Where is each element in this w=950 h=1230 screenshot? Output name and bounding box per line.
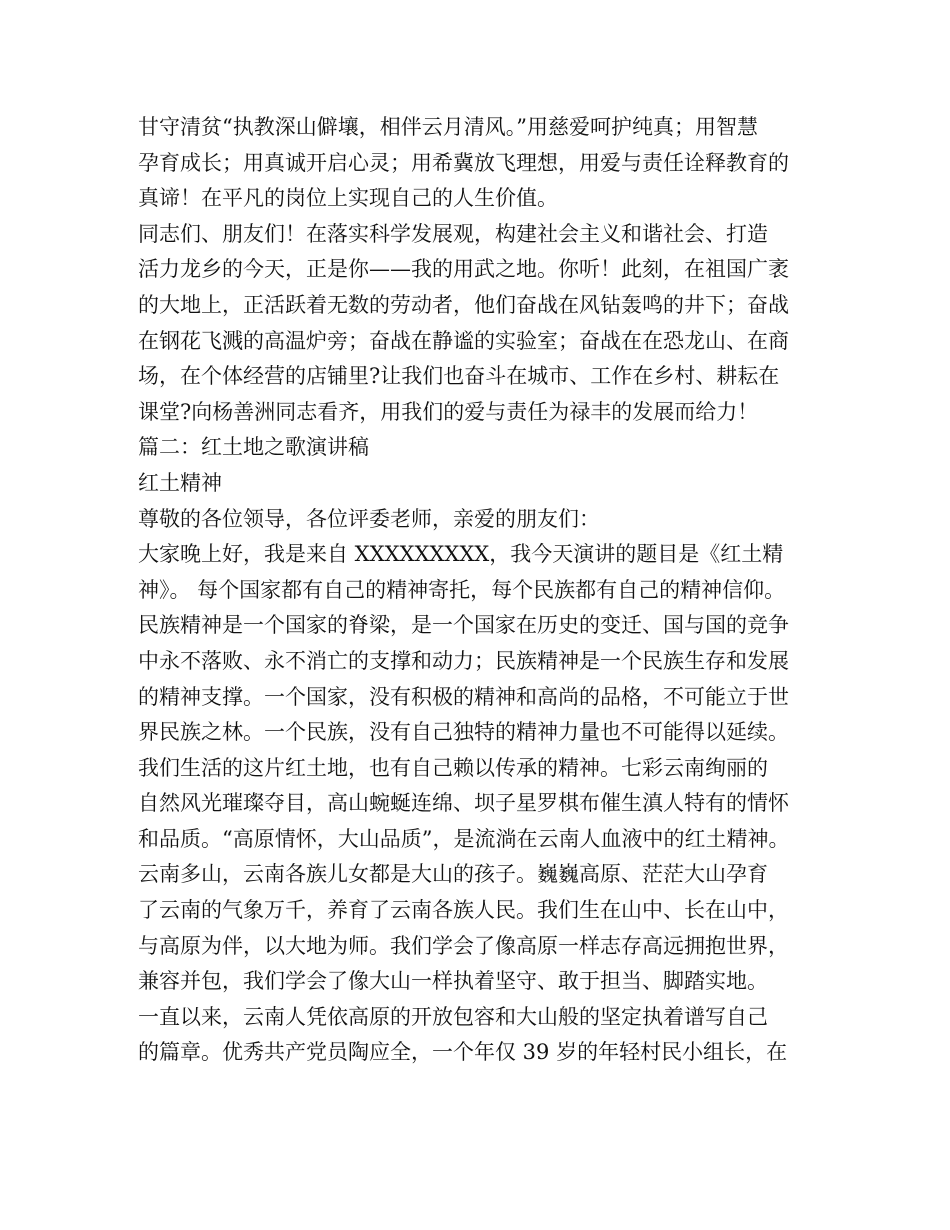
text-line: 和品质。“高原情怀，大山品质”，是流淌在云南人血液中的红土精神。 bbox=[138, 826, 790, 851]
text-line: 真谛！在平凡的岗位上实现自己的人生价值。 bbox=[138, 186, 558, 211]
text-line: 神》。 每个国家都有自己的精神寄托，每个民族都有自己的精神信仰。 bbox=[138, 577, 786, 602]
document-page bbox=[138, 110, 818, 1071]
text-line: 的篇章。优秀共产党员陶应全，一个年仅 39 岁的年轻村民小组长，在 bbox=[138, 1040, 788, 1065]
text-line: 云南多山，云南各族儿女都是大山的孩子。巍巍高原、茫茫大山孕育 bbox=[138, 862, 768, 887]
text-line: 甘守清贫“执教深山僻壤，相伴云月清风。”用慈爱呵护纯真；用智慧 bbox=[138, 115, 758, 139]
text-line: 的大地上，正活跃着无数的劳动者，他们奋战在风钻轰鸣的井下；奋战 bbox=[138, 292, 789, 317]
text-line: 场，在个体经营的店铺里?让我们也奋斗在城市、工作在乡村、耕耘在 bbox=[138, 364, 780, 389]
text-line: 自然风光璀璨夺目，高山蜿蜒连绵、坝子星罗棋布催生滇人特有的情怀 bbox=[138, 791, 789, 816]
text-line: 同志们、朋友们！在落实科学发展观，构建社会主义和谐社会、打造 bbox=[138, 221, 768, 246]
text-line: 孕育成长；用真诚开启心灵；用希冀放飞理想，用爱与责任诠释教育的 bbox=[138, 150, 789, 175]
text-line: 兼容并包，我们学会了像大山一样执着坚守、敢于担当、脚踏实地。 bbox=[138, 969, 768, 994]
text-line: 活力龙乡的今天，正是你——我的用武之地。你听！此刻，在祖国广袤 bbox=[138, 257, 789, 282]
text-line: 一直以来，云南人凭依高原的开放包容和大山般的坚定执着谱写自己 bbox=[138, 1004, 768, 1029]
text-line: 的精神支撑。一个国家，没有积极的精神和高尚的品格，不可能立于世 bbox=[138, 684, 789, 709]
text-line: 中永不落败、永不消亡的支撑和动力；民族精神是一个民族生存和发展 bbox=[138, 648, 789, 673]
text-line: 民族精神是一个国家的脊梁，是一个国家在历史的变迁、国与国的竞争 bbox=[138, 613, 789, 638]
section-heading: 篇二：红土地之歌演讲稿 bbox=[138, 435, 369, 460]
speech-title: 红土精神 bbox=[138, 470, 222, 495]
text-line: 界民族之林。一个民族，没有自己独特的精神力量也不可能得以延续。 bbox=[138, 720, 789, 745]
text-line: 与高原为伴，以大地为师。我们学会了像高原一样志存高远拥抱世界， bbox=[138, 933, 789, 958]
text-line: 在钢花飞溅的高温炉旁；奋战在静谧的实验室；奋战在在恐龙山、在商 bbox=[138, 328, 789, 353]
text-line: 课堂?向杨善洲同志看齐，用我们的爱与责任为禄丰的发展而给力！ bbox=[138, 399, 759, 424]
text-line: 了云南的气象万千，养育了云南各族人民。我们生在山中、长在山中， bbox=[138, 898, 789, 923]
text-line: 我们生活的这片红土地，也有自己赖以传承的精神。七彩云南绚丽的 bbox=[138, 755, 768, 780]
text-line: 大家晚上好，我是来自 XXXXXXXXX，我今天演讲的题目是《红土精 bbox=[138, 542, 784, 567]
salutation: 尊敬的各位领导，各位评委老师，亲爱的朋友们： bbox=[138, 506, 600, 531]
